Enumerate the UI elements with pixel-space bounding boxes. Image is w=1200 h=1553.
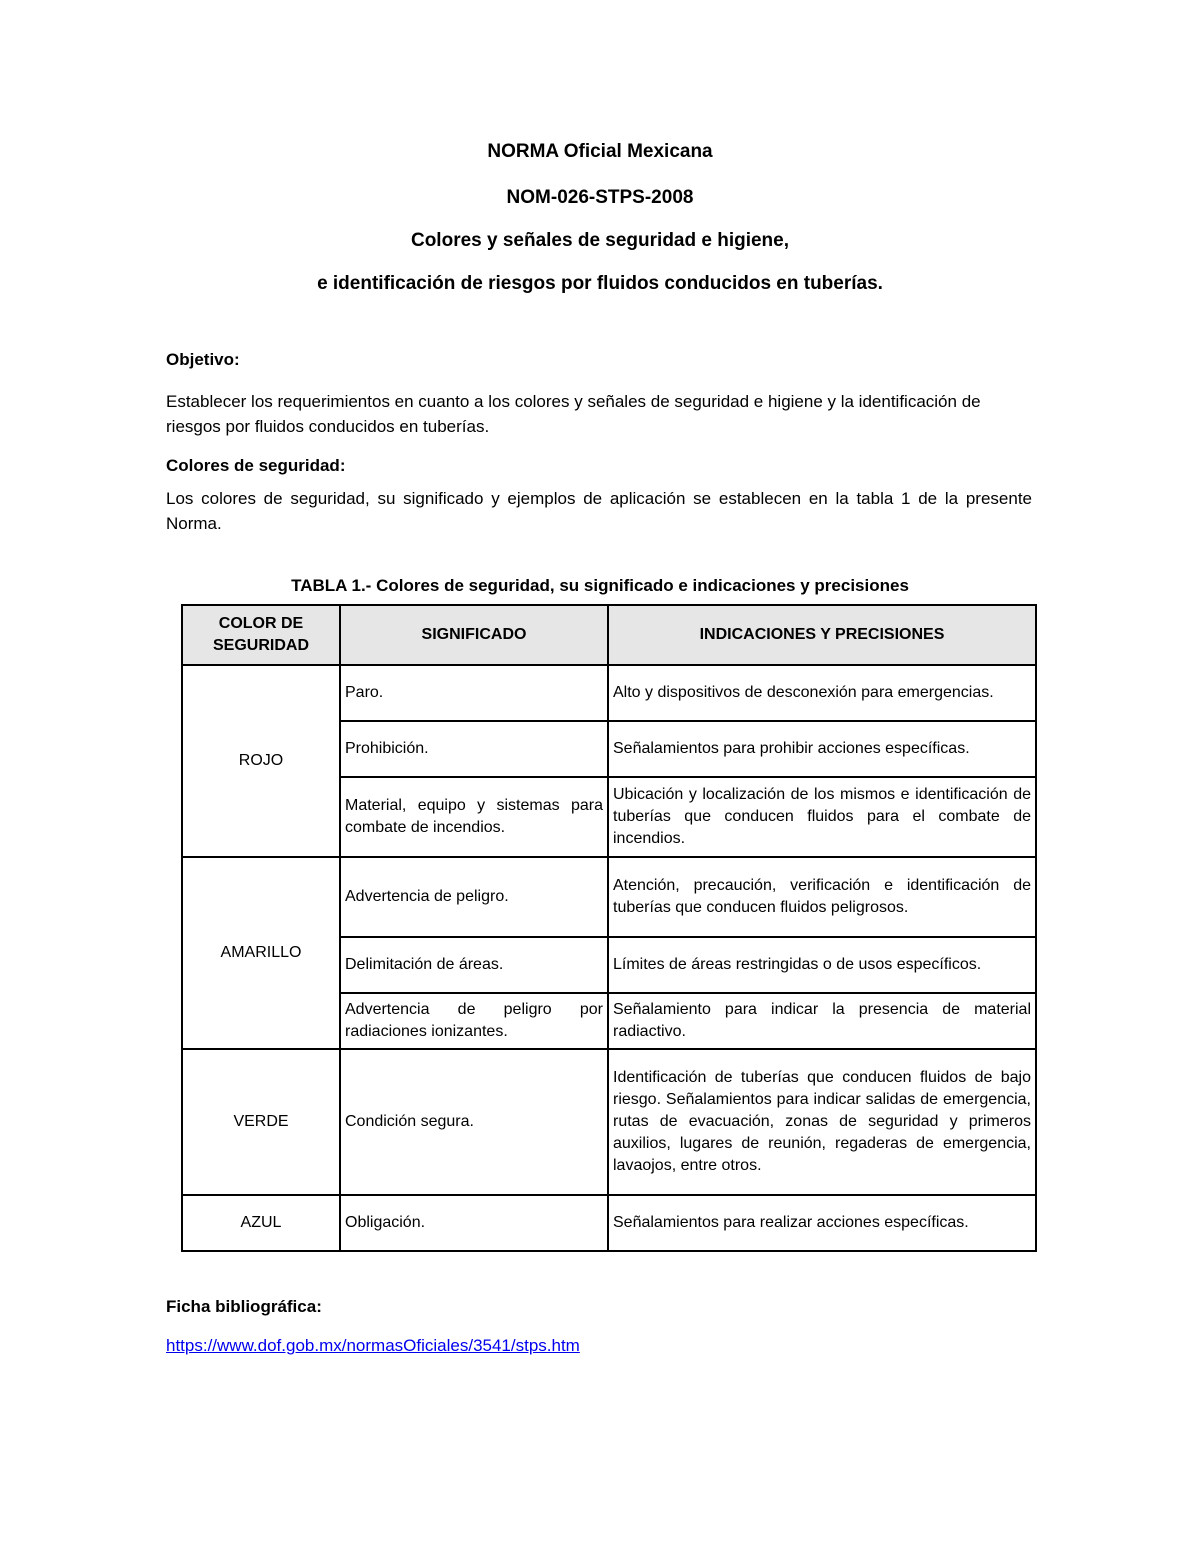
document-title-line-3: Colores y señales de seguridad e higiene,: [410, 230, 790, 251]
indicaciones-cell: Atención, precaución, verificación e identificación de tuberías que conducen fluidos peligrosos.: [608, 857, 1036, 937]
color-cell-rojo: ROJO: [182, 665, 340, 857]
indicaciones-cell: Señalamiento para indicar la presencia de material radiactivo.: [608, 993, 1036, 1049]
indicaciones-cell: Límites de áreas restringidas o de usos específicos.: [608, 937, 1036, 993]
document-title-line-2: NOM-026-STPS-2008: [506, 187, 694, 208]
color-cell-verde: VERDE: [182, 1049, 340, 1195]
table-row: [182, 665, 1036, 721]
color-cell-azul: AZUL: [182, 1195, 340, 1251]
header-color: COLOR DE SEGURIDAD: [182, 605, 340, 665]
header-significado: SIGNIFICADO: [340, 605, 608, 665]
objetivo-heading: Objetivo:: [166, 350, 240, 369]
table-header-row: [182, 605, 1036, 665]
table-row: [182, 857, 1036, 937]
colores-heading: Colores de seguridad:: [166, 456, 346, 475]
significado-cell: Prohibición.: [340, 721, 608, 777]
significado-cell: Condición segura.: [340, 1049, 608, 1195]
indicaciones-cell: Señalamientos para prohibir acciones específicas.: [608, 721, 1036, 777]
safety-colors-table: [181, 604, 1037, 1252]
document-title-line-1: NORMA Oficial Mexicana: [487, 141, 713, 162]
color-cell-amarillo: AMARILLO: [182, 857, 340, 1049]
indicaciones-cell: Alto y dispositivos de desconexión para emergencias.: [608, 665, 1036, 721]
significado-cell: Delimitación de áreas.: [340, 937, 608, 993]
indicaciones-cell: Señalamientos para realizar acciones específicas.: [608, 1195, 1036, 1251]
significado-cell: Obligación.: [340, 1195, 608, 1251]
bibliography-link[interactable]: https://www.dof.gob.mx/normasOficiales/3541/stps.htm: [166, 1336, 580, 1355]
table-row: [182, 1049, 1036, 1195]
table-row: [182, 1195, 1036, 1251]
indicaciones-cell: Ubicación y localización de los mismos e identificación de tuberías que conducen fluidos para el combate de incendios.: [608, 777, 1036, 857]
significado-cell: Advertencia de peligro.: [340, 857, 608, 937]
table-caption: TABLA 1.- Colores de seguridad, su significado e indicaciones y precisiones: [291, 576, 909, 595]
colores-paragraph: Los colores de seguridad, su significado y ejemplos de aplicación se establecen en la tabla 1 de la presente Norma.: [166, 489, 1032, 533]
significado-cell: Advertencia de peligro por radiaciones ionizantes.: [340, 993, 608, 1049]
indicaciones-cell: Identificación de tuberías que conducen fluidos de bajo riesgo. Señalamientos para indicar salidas de emergencia, rutas de evacuación, zonas de seguridad y primeros auxilios, lugares de reunión, regaderas de emergencia, lavaojos, entre otros.: [608, 1049, 1036, 1195]
significado-cell: Material, equipo y sistemas para combate de incendios.: [340, 777, 608, 857]
header-indicaciones: INDICACIONES Y PRECISIONES: [608, 605, 1036, 665]
ficha-heading: Ficha bibliográfica:: [166, 1297, 322, 1316]
document-title-line-4: e identificación de riesgos por fluidos conducidos en tuberías.: [317, 273, 883, 294]
significado-cell: Paro.: [340, 665, 608, 721]
objetivo-paragraph: Establecer los requerimientos en cuanto a los colores y señales de seguridad e higiene y la identificación de riesgos por fluidos conducidos en tuberías.: [166, 392, 981, 436]
